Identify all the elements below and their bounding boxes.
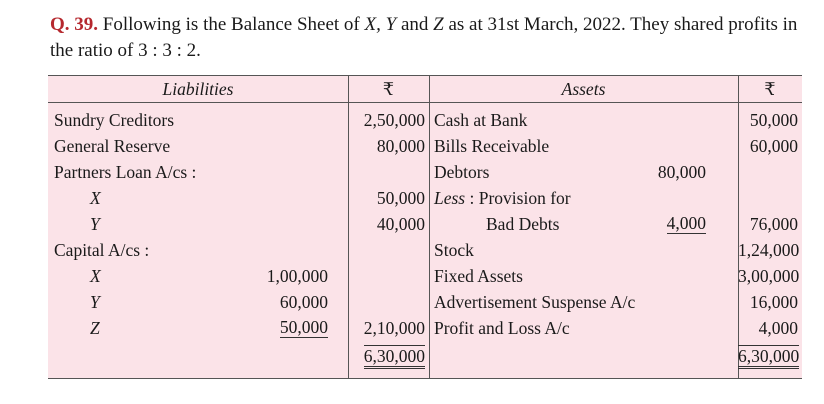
provision-label (434, 185, 571, 211)
assets-header: Assets (561, 79, 606, 99)
partners-loan-label: Partners Loan A/cs : (54, 162, 197, 182)
question-number: Q. 39. (50, 14, 99, 35)
assets-total: 6,30,000 (738, 345, 799, 369)
liabilities-currency-header: ₹ (382, 79, 395, 99)
net-debtors-amount: 76,000 (749, 214, 798, 234)
bills-receivable-label: Bills Receivable (434, 136, 550, 156)
balance-sheet (48, 75, 802, 379)
general-reserve-amount: 80,000 (376, 136, 425, 156)
loan-x-amount: 50,000 (376, 188, 425, 208)
debtors-label: Debtors (434, 162, 490, 182)
sundry-creditors-label: Sundry Creditors (54, 110, 175, 130)
bad-debts-label: Bad Debts (486, 214, 560, 234)
stock-amount: 1,24,000 (738, 240, 800, 260)
capital-y-amount: 60,000 (279, 292, 328, 312)
loan-y-label: Y (90, 214, 100, 234)
advertisement-suspense-amount: 16,000 (749, 292, 798, 312)
question-text-before: Following is the Balance Sheet of (102, 14, 365, 35)
capital-y-label: Y (90, 292, 100, 312)
fixed-assets-amount: 3,00,000 (738, 266, 800, 286)
provision-text: : Provision for (469, 188, 571, 208)
liabilities-total: 6,30,000 (364, 345, 425, 369)
partner-y-name: Y (385, 14, 397, 35)
assets-currency-header: ₹ (764, 79, 776, 99)
capital-total-amount: 2,10,000 (363, 318, 425, 338)
question-text-and: and (400, 14, 429, 35)
general-reserve-label: General Reserve (54, 136, 171, 156)
loan-y-amount: 40,000 (376, 214, 425, 234)
question-text (50, 12, 810, 64)
bad-debts-amount-wrap (644, 211, 706, 235)
partner-x-name: X, (364, 14, 381, 35)
fixed-assets-label: Fixed Assets (434, 266, 523, 286)
capital-z-amount-wrap (263, 315, 328, 339)
loan-x-label: X (90, 188, 101, 208)
capital-label: Capital A/cs : (54, 240, 150, 260)
profit-loss-amount: 4,000 (758, 318, 798, 338)
assets-total-wrap (738, 344, 798, 368)
liabilities-total-wrap (348, 344, 425, 368)
bills-receivable-amount: 60,000 (749, 136, 798, 156)
capital-z-label: Z (90, 318, 100, 338)
partner-z-name: Z (433, 14, 444, 35)
question-text-after: as at 31st March, 2022. They shared profits in the ratio of 3 : 3 : 2. (50, 14, 798, 61)
debtors-amount: 80,000 (657, 162, 706, 182)
advertisement-suspense-label: Advertisement Suspense A/c (434, 292, 636, 312)
sundry-creditors-amount: 2,50,000 (363, 110, 425, 130)
less-label: Less (434, 188, 466, 208)
stock-label: Stock (434, 240, 474, 260)
capital-x-label: X (90, 266, 101, 286)
cash-at-bank-label: Cash at Bank (434, 110, 528, 130)
capital-x-amount: 1,00,000 (266, 266, 328, 286)
profit-loss-label: Profit and Loss A/c (434, 318, 570, 338)
liabilities-header: Liabilities (162, 79, 234, 99)
capital-z-amount: 50,000 (279, 317, 328, 337)
bad-debts-amount: 4,000 (666, 213, 706, 233)
cash-at-bank-amount: 50,000 (749, 110, 798, 130)
